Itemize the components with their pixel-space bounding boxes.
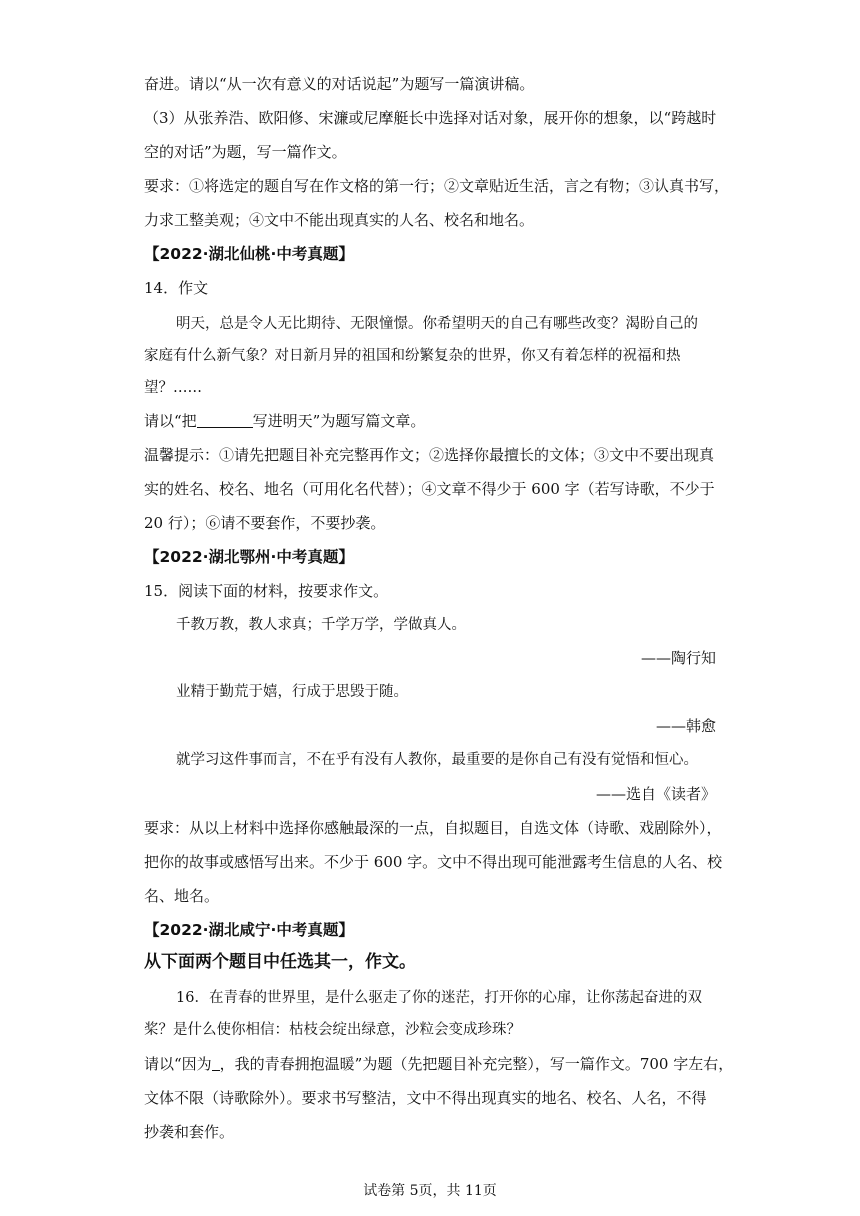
requirement-line: 把你的故事或感悟写出来。不少于 600 字。文中不得出现可能泄露考生信息的人名、校 [144,853,723,871]
bold-instruction: 从下面两个题目中任选其一，作文。 [144,952,416,972]
prompt-line: 家庭有什么新气象？对日新月异的祖国和纷繁复杂的世界，你又有着怎样的祝福和热 [144,348,681,364]
tips-line: 温馨提示：①请先把题目补充完整再作文；②选择你最擅长的文体；③文中不要出现真 [144,446,715,464]
page-footer: 试卷第 5页，共 11页 [363,1183,497,1199]
tips-line: 实的姓名、校名、地名（可用化名代替）；④文章不得少于 600 字（若写诗歌，不少于 [144,480,715,498]
text-line: 空的对话”为题，写一篇作文。 [144,143,347,161]
text-line: 奋进。请以“从一次有意义的对话说起”为题写一篇演讲稿。 [144,75,535,93]
title-suffix: ，我的青春拥抱温暖”为题（先把题目补充完整），写一篇作文。700 字左右， [219,1055,734,1073]
quote-author: ——选自《读者》 [595,785,716,803]
title-suffix: 写进明天”为题写篇文章。 [252,412,426,430]
tips-line: 20 行）；⑥请不要套作，不要抄袭。 [144,514,386,532]
quote-line: 就学习这件事而言，不在乎有没有人教你，最重要的是你自己有没有觉悟和恒心。 [176,752,698,768]
fill-blank [212,1056,220,1071]
title-prefix: 请以“把 [144,412,197,430]
prompt-line: 16．在青春的世界里，是什么驱走了你的迷茫，打开你的心扉，让你荡起奋进的双 [176,990,702,1006]
requirement-line: 要求：从以上材料中选择你感触最深的一点，自拟题目，自选文体（诗歌、戏剧除外）， [144,819,722,837]
prompt-line: 明天，总是令人无比期待、无限憧憬。你希望明天的自己有哪些改变？渴盼自己的 [176,316,698,332]
section-heading: 【2022·湖北鄂州·中考真题】 [144,548,354,566]
section-heading: 【2022·湖北咸宁·中考真题】 [144,921,354,939]
quote-line: 业精于勤荒于嬉，行成于思毁于随。 [176,684,408,700]
text-line: 要求：①将选定的题自写在作文格的第一行；②文章贴近生活，言之有物；③认真书写， [144,177,730,195]
question-number: 15．阅读下面的材料，按要求作文。 [144,582,389,600]
text-line: （3）从张养浩、欧阳修、宋濂或尼摩艇长中选择对话对象，展开你的想象，以“跨越时 [144,109,717,127]
section-heading: 【2022·湖北仙桃·中考真题】 [144,245,354,263]
fill-blank [197,413,253,428]
title-instruction [144,411,425,431]
question-number: 14．作文 [144,279,209,297]
requirement-line: 文体不限（诗歌除外）。要求书写整洁，文中不得出现真实的地名、校名、人名，不得 [144,1089,707,1107]
title-instruction [144,1054,733,1074]
requirement-line: 抄袭和套作。 [144,1123,235,1141]
title-prefix: 请以“因为 [144,1055,212,1073]
prompt-line: 桨？是什么使你相信：枯枝会绽出绿意，沙粒会变成珍珠？ [144,1022,521,1038]
quote-author: ——韩愈 [655,717,716,735]
text-line: 力求工整美观；④文中不能出现真实的人名、校名和地名。 [144,211,535,229]
requirement-line: 名、地名。 [144,887,220,905]
quote-line: 千教万教，教人求真；千学万学，学做真人。 [176,617,466,633]
quote-author: ——陶行知 [640,649,716,667]
prompt-line: 望？…… [144,380,202,396]
